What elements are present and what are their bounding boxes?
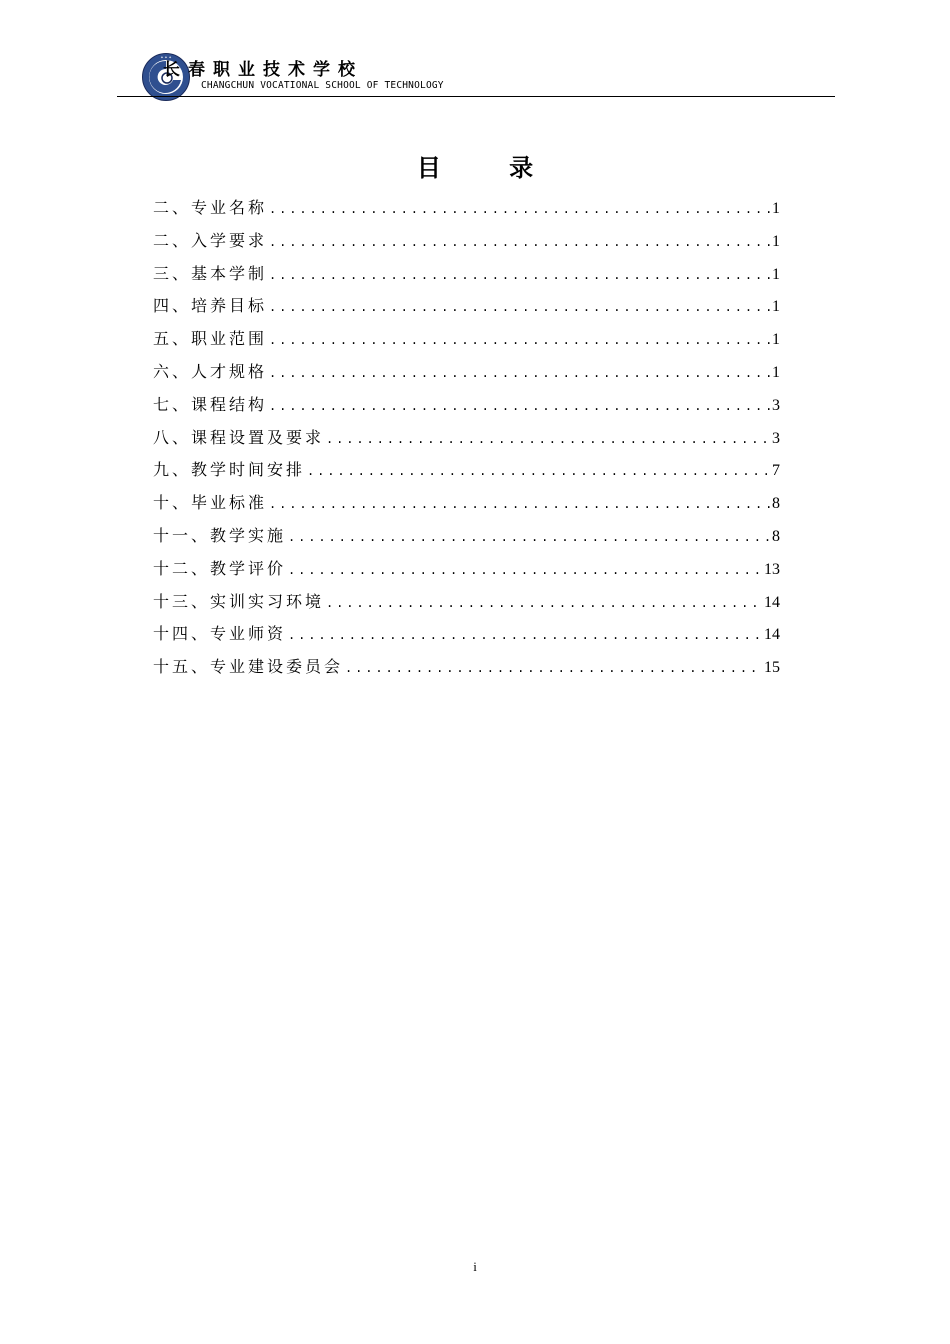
toc-leader-dots	[288, 521, 770, 554]
toc-entry-label: 九、教学时间安排	[153, 460, 306, 480]
toc-entry-label: 六、人才规格	[153, 361, 268, 381]
toc-entry-label: 四、培养目标	[153, 296, 268, 316]
toc-entry[interactable]	[153, 192, 780, 225]
toc-leader-dots	[269, 324, 770, 357]
toc-entry-page: 1	[772, 200, 780, 217]
toc-entry-label: 五、职业范围	[153, 329, 268, 349]
toc-leader-dots	[307, 455, 770, 488]
school-name-english: CHANGCHUN VOCATIONAL SCHOOL OF TECHNOLOGY	[201, 80, 444, 91]
toc-entry-label: 三、基本学制	[153, 263, 268, 283]
toc-entry[interactable]	[153, 290, 780, 323]
toc-leader-dots	[326, 587, 762, 620]
toc-leader-dots	[269, 390, 770, 423]
toc-entry-label: 十五、专业建设委员会	[153, 657, 344, 677]
toc-entry-page: 3	[772, 396, 780, 414]
toc-entry-page: 1	[772, 331, 780, 349]
toc-entry-label: 二、专业名称	[153, 198, 268, 217]
toc-leader-dots	[269, 259, 770, 292]
toc-entry-page: 1	[772, 232, 780, 250]
toc-entry-page: 1	[772, 298, 780, 316]
toc-entry-page: 7	[772, 462, 780, 480]
toc-title: 目 录	[416, 154, 564, 182]
toc-leader-dots	[269, 226, 770, 259]
toc-entry-page: 13	[764, 560, 780, 578]
toc-entry-page: 14	[764, 593, 780, 611]
toc-entry-label: 十、毕业标准	[153, 493, 268, 513]
toc-entry[interactable]	[153, 487, 780, 520]
toc-entry-label: 八、课程设置及要求	[153, 427, 325, 447]
toc-entry[interactable]	[153, 618, 780, 651]
toc-entry-label: 十四、专业师资	[153, 624, 287, 644]
toc-leader-dots	[288, 554, 762, 587]
toc-leader-dots	[326, 423, 770, 456]
toc-entry-page: 15	[764, 659, 780, 677]
toc-entry-label: 十三、实训实习环境	[153, 591, 325, 611]
toc-entry[interactable]	[153, 356, 780, 389]
svg-text:✦ ✦ ✦: ✦ ✦ ✦	[160, 55, 172, 60]
school-name-chinese: 长春职业技术学校	[163, 60, 363, 80]
table-of-contents	[153, 192, 780, 684]
toc-entry[interactable]	[153, 389, 780, 422]
toc-entry[interactable]	[153, 553, 780, 586]
toc-entry[interactable]	[153, 323, 780, 356]
toc-entry-page: 1	[772, 265, 780, 283]
toc-leader-dots	[269, 193, 770, 226]
toc-leader-dots	[269, 357, 770, 390]
toc-entry[interactable]	[153, 422, 780, 455]
header-divider	[117, 96, 835, 97]
toc-entry[interactable]	[153, 520, 780, 553]
toc-entry-page: 8	[772, 495, 780, 513]
toc-entry-label: 十一、教学实施	[153, 525, 287, 545]
page-number: i	[473, 1259, 477, 1274]
toc-leader-dots	[269, 488, 770, 521]
toc-leader-dots	[288, 619, 762, 652]
toc-entry-label: 十二、教学评价	[153, 558, 287, 578]
toc-entry-page: 1	[772, 363, 780, 381]
toc-leader-dots	[269, 291, 770, 324]
toc-entry-label: 二、入学要求	[153, 230, 268, 250]
toc-entry-label: 七、课程结构	[153, 394, 268, 414]
toc-entry-page: 14	[764, 626, 780, 644]
toc-entry[interactable]	[153, 586, 780, 619]
toc-entry[interactable]	[153, 651, 780, 684]
toc-entry[interactable]	[153, 454, 780, 487]
page-header	[0, 0, 950, 100]
toc-entry-page: 3	[772, 429, 780, 447]
toc-entry-page: 8	[772, 527, 780, 545]
toc-entry[interactable]	[153, 258, 780, 291]
toc-entry[interactable]	[153, 225, 780, 258]
toc-leader-dots	[345, 652, 762, 685]
